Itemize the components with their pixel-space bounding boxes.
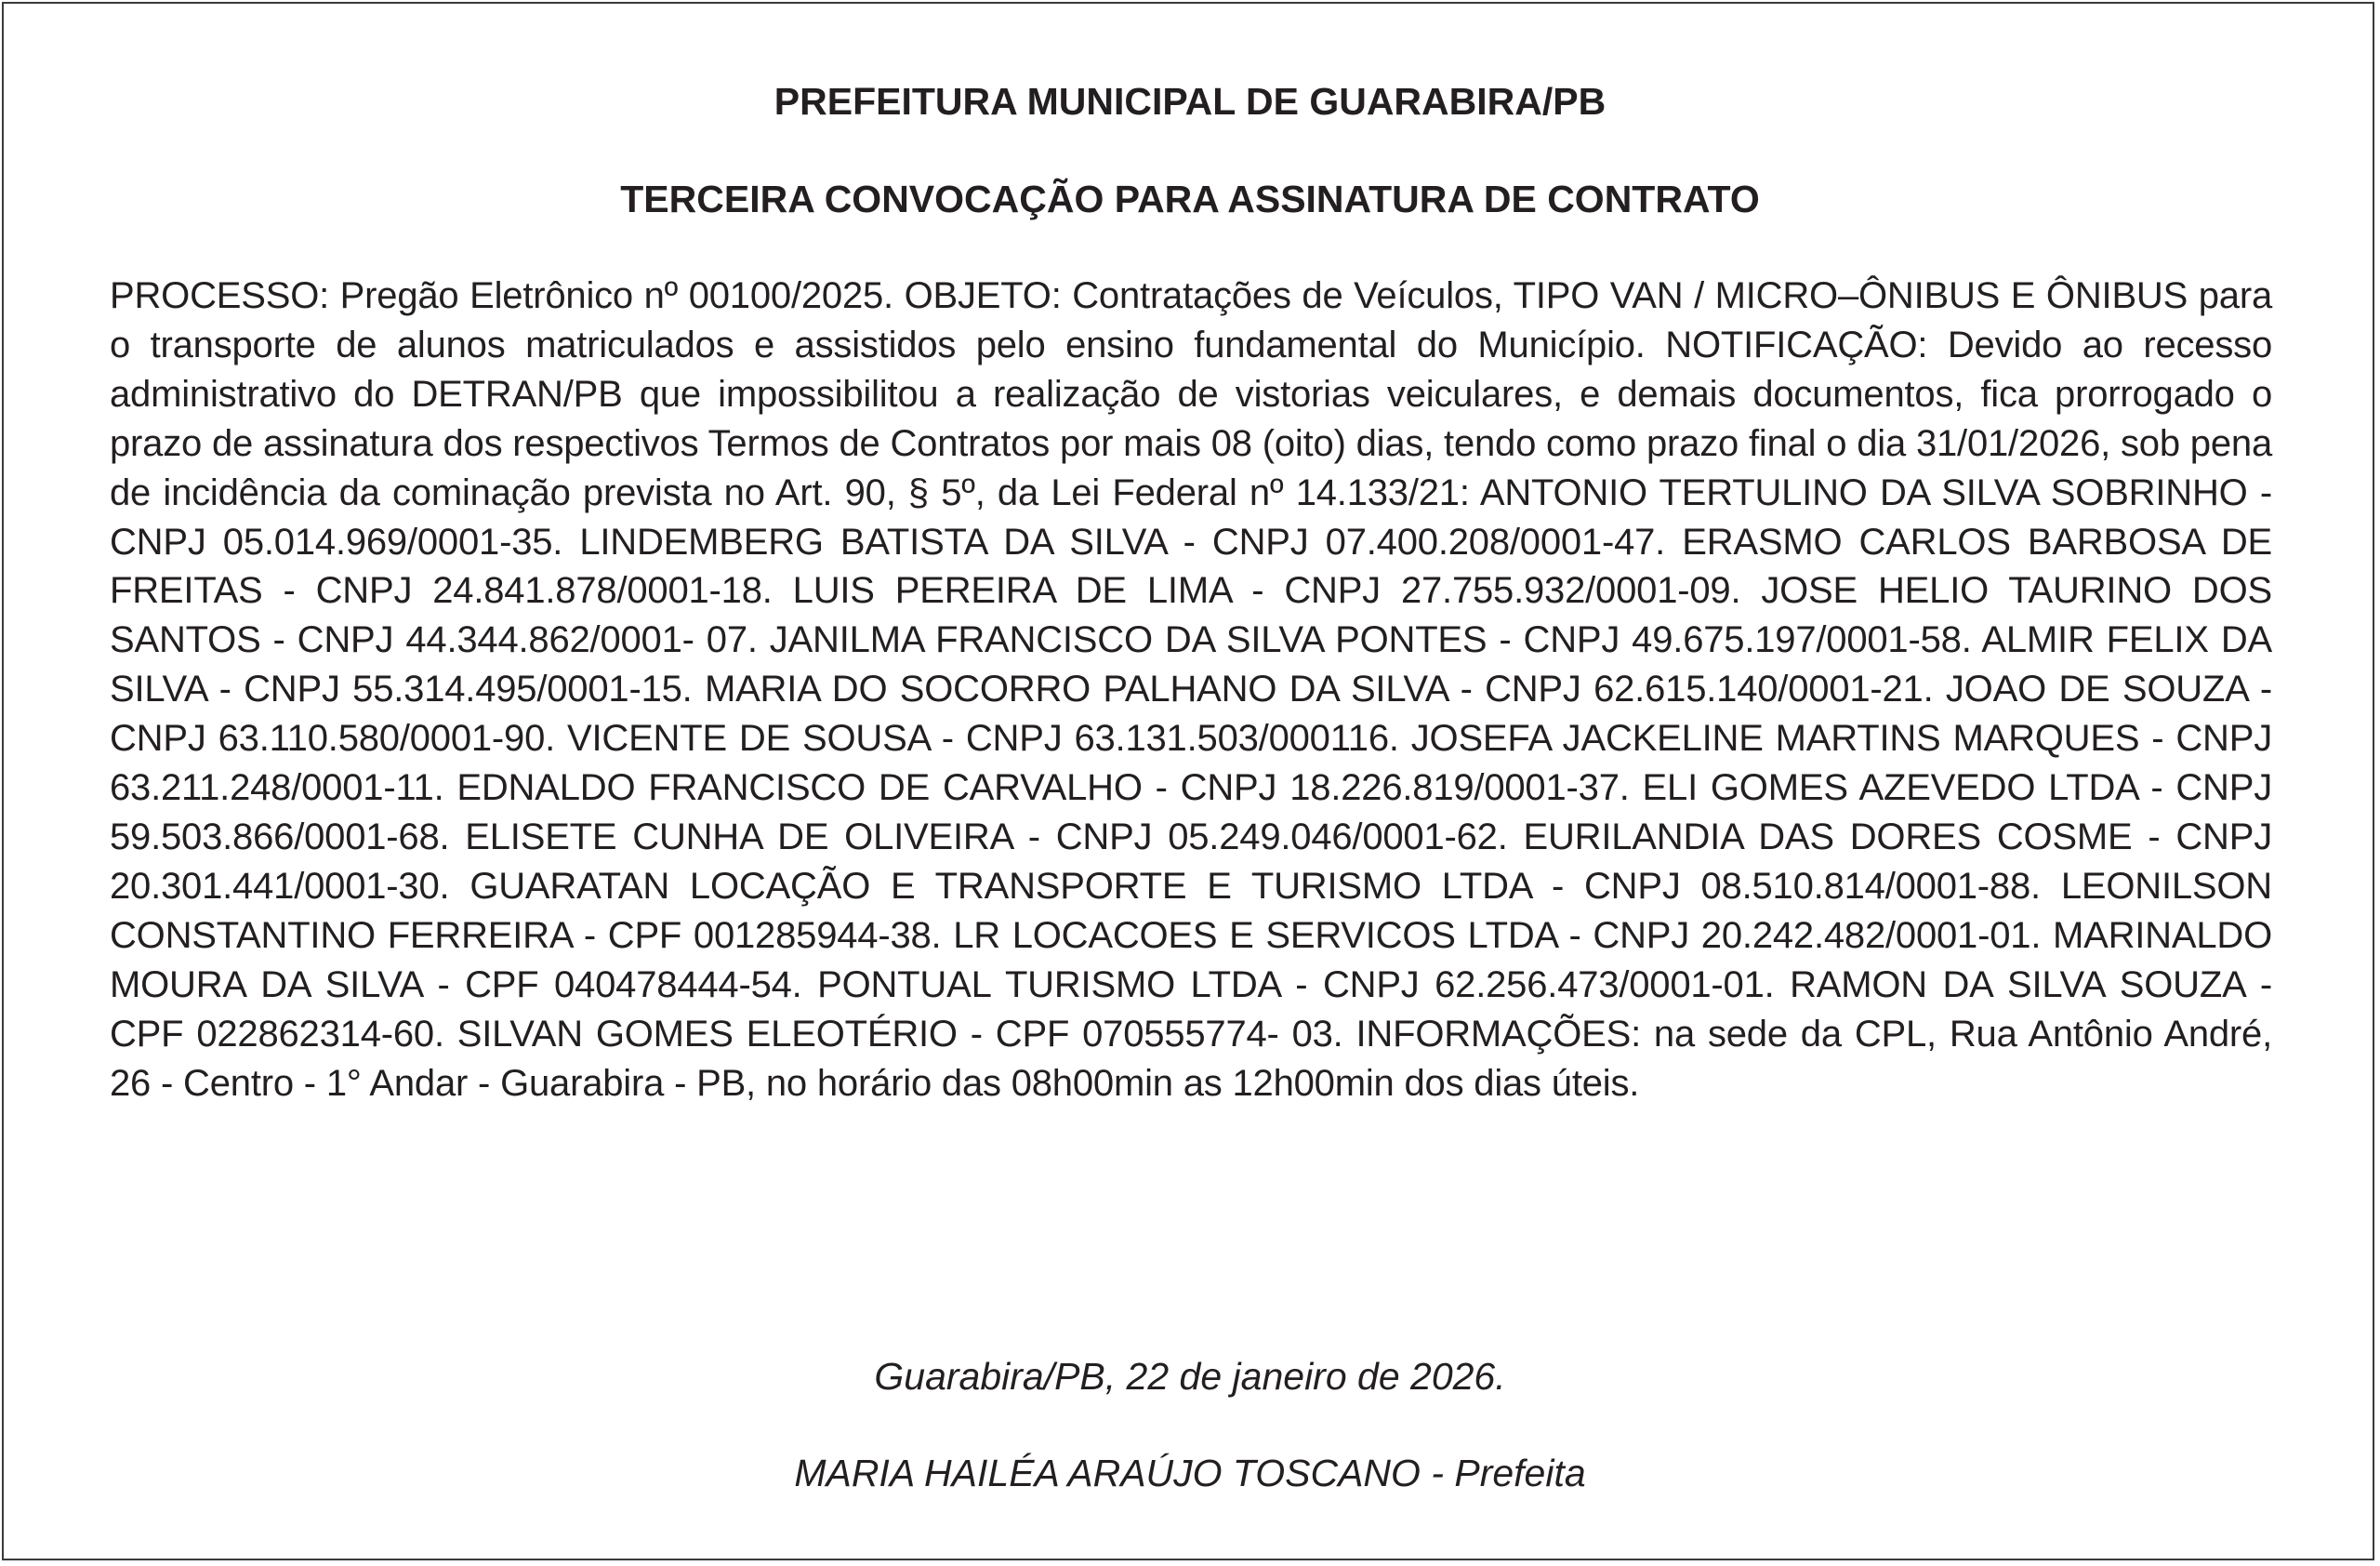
notice-subheader: TERCEIRA CONVOCAÇÃO PARA ASSINATURA DE CONTRATO xyxy=(620,178,1760,220)
notice-body: PROCESSO: Pregão Eletrônico nº 00100/2025. OBJETO: Contratações de Veículos, TIPO VAN / MICRO–ÔNIBUS E ÔNIBUS para o transporte de alunos matriculados e assistidos pelo ensino fundamental do Município. NOTIFICAÇÃO: Devido ao recesso administrativo do DETRAN/PB que impossibilitou a realização de vistorias veiculares, e demais documentos, fica prorrogado o prazo de assinatura dos respectivos Termos de Contratos por mais 08 (oito) dias, tendo como prazo final o dia 31/01/2026, sob pena de incidência da cominação prevista no Art. 90, § 5º, da Lei Federal nº 14.133/21: ANTONIO TERTULINO DA SILVA SOBRINHO - CNPJ 05.014.969/0001-35. LINDEMBERG BATISTA DA SILVA - CNPJ 07.400.208/0001-47. ERASMO CARLOS BARBOSA DE FREITAS - CNPJ 24.841.878/0001-18. LUIS PEREIRA DE LIMA - CNPJ 27.755.932/0001-09. JOSE HELIO TAURINO DOS SANTOS - CNPJ 44.344.862/0001- 07. JANILMA FRANCISCO DA SILVA PONTES - CNPJ 49.675.197/0001-58. ALMIR FELIX DA SILVA - CNPJ 55.314.495/0001-15. MARIA DO SOCORRO PALHANO DA SILVA - CNPJ 62.615.140/0001-21. JOAO DE SOUZA - CNPJ 63.110.580/0001-90. VICENTE DE SOUSA - CNPJ 63.131.503/000116. JOSEFA JACKELINE MARTINS MARQUES - CNPJ 63.211.248/0001-11. EDNALDO FRANCISCO DE CARVALHO - CNPJ 18.226.819/0001-37. ELI GOMES AZEVEDO LTDA - CNPJ 59.503.866/0001-68. ELISETE CUNHA DE OLIVEIRA - CNPJ 05.249.046/0001-62. EURILANDIA DAS DORES COSME - CNPJ 20.301.441/0001-30. GUARATAN LOCAÇÃO E TRANSPORTE E TURISMO LTDA - CNPJ 08.510.814/0001-88. LEONILSON CONSTANTINO FERREIRA - CPF 001285944-38. LR LOCACOES E SERVICOS LTDA - CNPJ 20.242.482/0001-01. MARINALDO MOURA DA SILVA - CPF 040478444-54. PONTUAL TURISMO LTDA - CNPJ 62.256.473/0001-01. RAMON DA SILVA SOUZA - CPF 022862314-60. SILVAN GOMES ELEOTÉRIO - CPF 070555774- 03. INFORMAÇÕES: na sede da CPL, Rua Antônio André, 26 - Centro - 1° Andar - Guarabira - PB, no horário das 08h00min as 12h00min dos dias úteis. xyxy=(110,275,2272,1104)
signature-line: MARIA HAILÉA ARAÚJO TOSCANO - Prefeita xyxy=(794,1452,1586,1494)
notice-header: PREFEITURA MUNICIPAL DE GUARABIRA/PB xyxy=(774,80,1606,123)
date-line: Guarabira/PB, 22 de janeiro de 2026. xyxy=(874,1355,1506,1398)
